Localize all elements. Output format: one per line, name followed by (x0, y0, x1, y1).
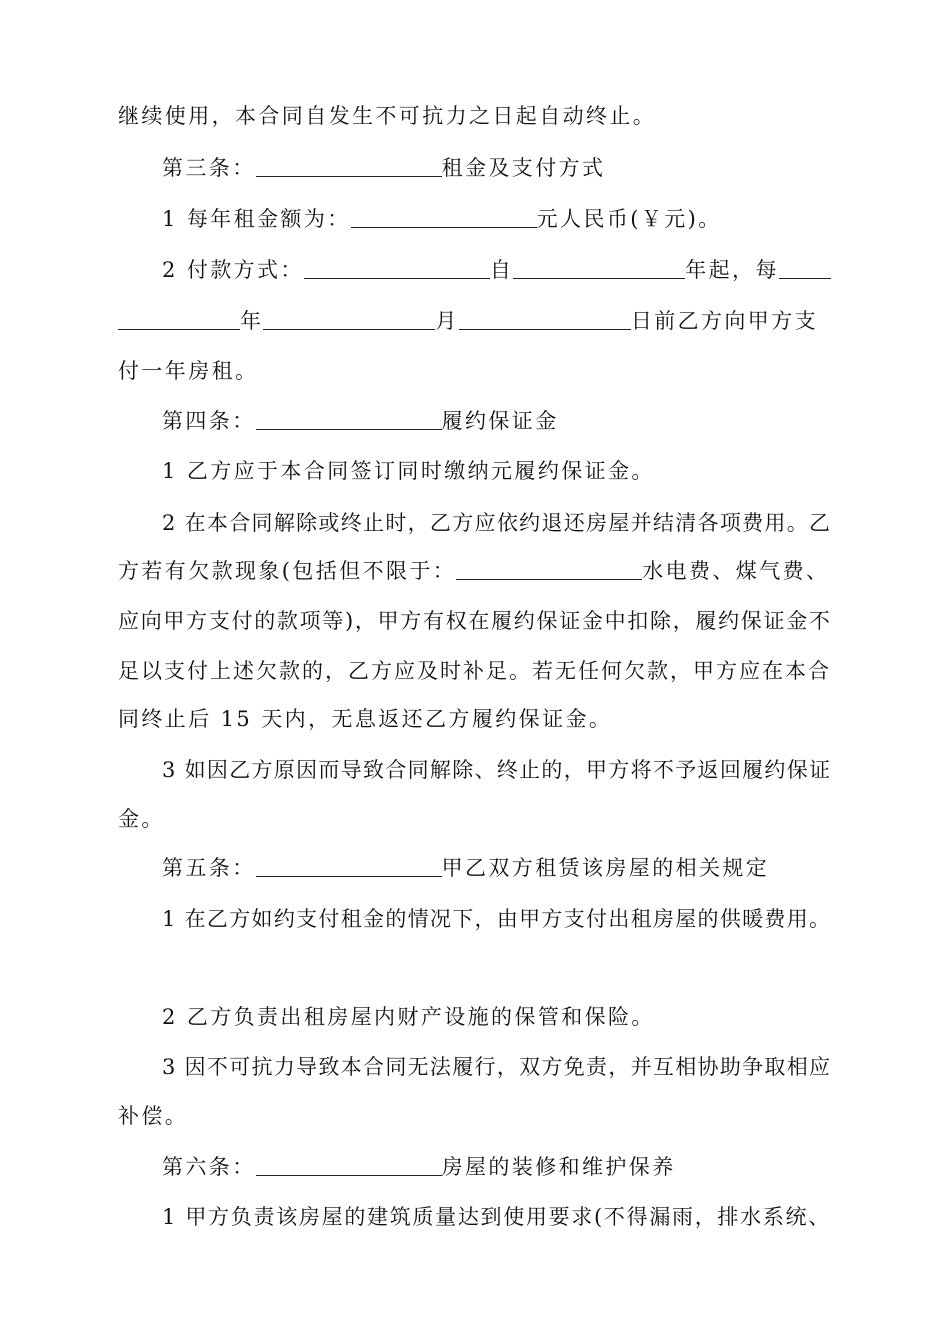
blank-line (256, 409, 442, 430)
text: 1 在乙方如约支付租金的情况下，由甲方支付出租房屋的供暖费用。 (162, 907, 832, 931)
text-line (162, 508, 831, 538)
text-line (162, 1002, 655, 1032)
text-line (162, 456, 655, 486)
text: 1 甲方负责该房屋的建筑质量达到使用要求(不得漏雨，排水系统、 (162, 1205, 831, 1229)
text: 3 如因乙方原因而导致合同解除、终止的，甲方将不予返回履约保证 (162, 758, 832, 782)
article-heading-3 (162, 153, 605, 183)
text-line (118, 1101, 188, 1131)
blank-line (459, 309, 631, 330)
blank-line (256, 1155, 442, 1176)
blank-line (263, 309, 435, 330)
text: 付一年房租。 (118, 359, 259, 383)
text: 2 在本合同解除或终止时，乙方应依约退还房屋并结清各项费用。乙 (162, 511, 832, 535)
text: 金。 (118, 807, 165, 831)
article-title: 甲乙双方租赁该房屋的相关规定 (441, 856, 770, 880)
article-title: 房屋的装修和维护保养 (441, 1155, 676, 1179)
text-line (118, 656, 831, 686)
article-heading-5 (162, 853, 769, 883)
text-line (118, 556, 829, 586)
text: 1 乙方应于本合同签订同时缴纳元履约保证金。 (162, 459, 655, 483)
blank-line (351, 207, 537, 228)
text: 继续使用，本合同自发生不可抗力之日起自动终止。 (118, 104, 657, 128)
text: 2 付款方式： (162, 258, 304, 282)
text-line (118, 101, 656, 131)
article-title: 租金及支付方式 (441, 156, 606, 180)
article-heading-4 (162, 406, 559, 436)
text: 方若有欠款现象(包括但不限于： (118, 559, 457, 583)
text: 年 (240, 309, 264, 333)
text-line (162, 1202, 831, 1232)
blank-line (304, 258, 490, 279)
text-line (118, 606, 832, 636)
article-label: 第六条： (162, 1155, 256, 1179)
text: 补偿。 (118, 1104, 189, 1128)
text-line (162, 755, 831, 785)
blank-line (118, 309, 240, 330)
text-line (118, 704, 612, 734)
blank-line (456, 559, 642, 580)
blank-line (256, 856, 442, 877)
text: 同终止后 15 天内，无息返还乙方履约保证金。 (118, 707, 613, 731)
blank-line (779, 258, 831, 279)
text: 日前乙方向甲方支 (630, 309, 819, 333)
text: 元人民币(￥元)。 (536, 207, 722, 231)
text: 自 (489, 258, 514, 282)
article-label: 第五条： (162, 856, 256, 880)
text-line (118, 356, 258, 386)
text: 2 乙方负责出租房屋内财产设施的保管和保险。 (162, 1005, 655, 1029)
text-line (162, 204, 722, 234)
text-line (162, 904, 831, 934)
article-label: 第三条： (162, 156, 256, 180)
text-line (162, 1052, 831, 1082)
text-line (118, 306, 818, 336)
blank-line (513, 258, 685, 279)
article-label: 第四条： (162, 409, 256, 433)
text: 1 每年租金额为： (162, 207, 351, 231)
text: 3 因不可抗力导致本合同无法履行，双方免责，并互相协助争取相应 (162, 1055, 832, 1079)
text-line (162, 255, 831, 285)
text: 月 (435, 309, 459, 333)
article-heading-6 (162, 1152, 676, 1182)
text-line (118, 804, 165, 834)
text: 年起，每 (685, 258, 779, 282)
text: 应向甲方支付的款项等)，甲方有权在履约保证金中扣除，履约保证金不 (118, 609, 832, 633)
text: 水电费、煤气费、 (642, 559, 830, 583)
article-title: 履约保证金 (441, 409, 559, 433)
blank-line (256, 156, 442, 177)
text: 足以支付上述欠款的，乙方应及时补足。若无任何欠款，甲方应在本合 (118, 659, 831, 683)
